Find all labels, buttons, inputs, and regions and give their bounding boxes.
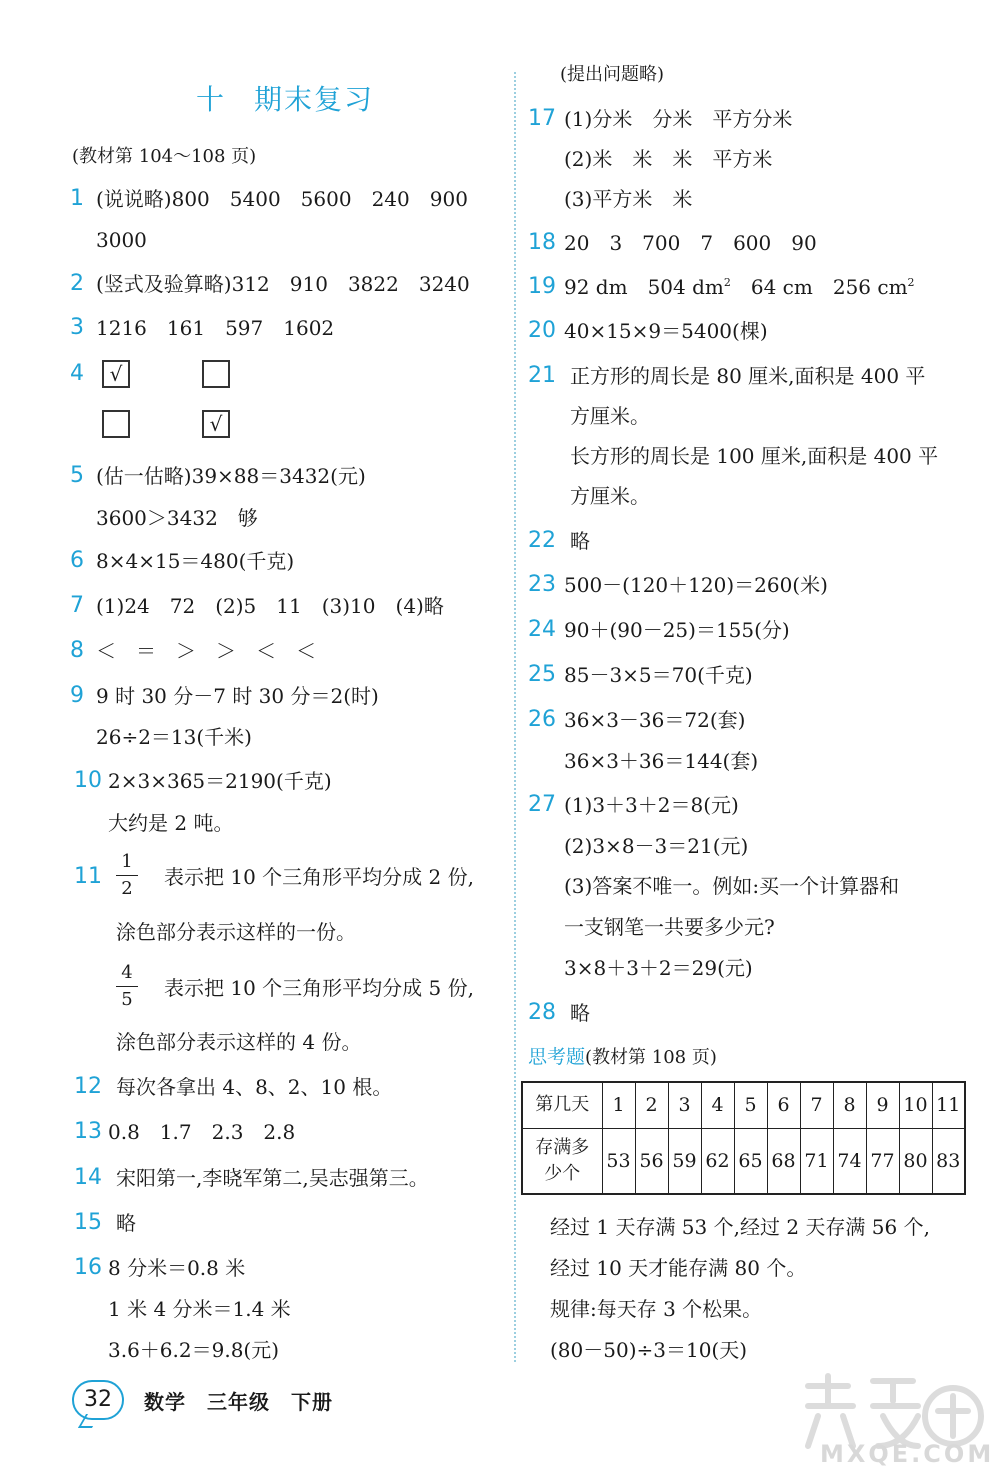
thinking-question-label: 思考题 (528, 1046, 586, 1068)
fraction-denominator: 2 (121, 878, 133, 899)
answer-9-line-2: 26÷2＝13(千米) (96, 725, 252, 749)
question-number-18: 18 (528, 230, 556, 255)
question-number-2: 2 (70, 271, 84, 296)
answer-21-line-4: 方厘米。 (570, 484, 650, 508)
answer-19-line-1 (564, 274, 915, 300)
question-number-28: 28 (528, 1000, 556, 1025)
question-number-24: 24 (528, 617, 556, 642)
answer-2-line-1: (竖式及验算略)312 910 3822 3240 (96, 272, 470, 296)
fraction-numerator: 1 (121, 851, 133, 872)
answer-7-line-1: (1)24 72 (2)5 11 (3)10 (4)略 (96, 594, 444, 618)
fraction-numerator: 4 (121, 962, 133, 983)
table-cell-day: 1 (602, 1082, 635, 1128)
answer-21-line-3: 长方形的周长是 100 厘米,面积是 400 平 (570, 444, 939, 468)
conclusion-line-4: (80－50)÷3＝10(天) (550, 1338, 748, 1362)
checkbox-checked: √ (102, 360, 130, 388)
table-cell-count: 56 (635, 1128, 668, 1194)
answer-25-line-1: 85－3×5＝70(千克) (564, 663, 753, 687)
column-divider (514, 72, 516, 1362)
table-cell-count: 62 (701, 1128, 734, 1194)
question-number-10: 10 (74, 768, 102, 793)
table-cell-day: 9 (866, 1082, 899, 1128)
table-cell-count: 71 (800, 1128, 833, 1194)
question-number-4: 4 (70, 361, 84, 386)
answer-27-line-1: (1)3＋3＋2＝8(元) (564, 793, 739, 817)
table-cell-count: 83 (932, 1128, 965, 1194)
watermark-text: MXQE.COM (820, 1440, 995, 1468)
question-number-14: 14 (74, 1165, 102, 1190)
superscript-2: 2 (907, 276, 915, 289)
question-number-27: 27 (528, 792, 556, 817)
pine-cone-table (521, 1081, 966, 1195)
conclusion-line-3: 规律:每天存 3 个松果。 (550, 1297, 763, 1321)
answer-28-line-1: 略 (570, 1001, 590, 1025)
answer-8-line-1: ＜ ＝ ＞ ＞ ＜ ＜ (96, 639, 316, 663)
thinking-question-reference: (教材第 108 页) (585, 1047, 717, 1068)
table-cell-day: 11 (932, 1082, 965, 1128)
question-number-13: 13 (74, 1119, 102, 1144)
answer-5-line-2: 3600＞3432 够 (96, 506, 258, 530)
answer-24-line-1: 90＋(90－25)＝155(分) (564, 618, 790, 642)
answer-21-line-1: 正方形的周长是 80 厘米,面积是 400 平 (570, 364, 926, 388)
table-cell-count: 80 (899, 1128, 932, 1194)
answer-19-part-a: 92 dm 504 dm (564, 275, 724, 299)
answer-21-line-2: 方厘米。 (570, 404, 650, 428)
question-number-11: 11 (74, 864, 102, 889)
question-number-8: 8 (70, 638, 84, 663)
conclusion-line-1: 经过 1 天存满 53 个,经过 2 天存满 56 个, (550, 1215, 930, 1239)
question-number-12: 12 (74, 1074, 102, 1099)
table-cell-count: 74 (833, 1128, 866, 1194)
fraction-four-fifths (116, 963, 138, 1010)
fraction-one-half (116, 852, 138, 899)
book-info: 数学 三年级 下册 (144, 1390, 333, 1414)
answer-9-line-1: 9 时 30 分－7 时 30 分＝2(时) (96, 684, 379, 708)
continued-note: (提出问题略) (560, 64, 665, 85)
question-number-23: 23 (528, 572, 556, 597)
answer-1-line-1: (说说略)800 5400 5600 240 900 (96, 187, 468, 211)
answer-16-line-1: 8 分米＝0.8 米 (108, 1256, 246, 1280)
table-cell-count: 59 (668, 1128, 701, 1194)
question-number-1: 1 (70, 186, 84, 211)
answer-11-line-4: 涂色部分表示这样的 4 份。 (116, 1030, 362, 1054)
answer-11-line-2: 涂色部分表示这样的一份。 (116, 920, 356, 944)
answer-11-line-3: 表示把 10 个三角形平均分成 5 份, (164, 976, 474, 1000)
table-cell-day: 10 (899, 1082, 932, 1128)
table-cell-day: 3 (668, 1082, 701, 1128)
answer-23-line-1: 500－(120＋120)＝260(米) (564, 573, 828, 597)
table-header-day: 第几天 (522, 1082, 602, 1128)
table-cell-count: 53 (602, 1128, 635, 1194)
table-cell-day: 5 (734, 1082, 767, 1128)
answer-6-line-1: 8×4×15＝480(千克) (96, 549, 295, 573)
checkbox-empty (202, 360, 230, 388)
answer-12-line-1: 每次各拿出 4、8、2、10 根。 (116, 1075, 393, 1099)
answer-11-line-1: 表示把 10 个三角形平均分成 2 份, (164, 865, 474, 889)
section-title (196, 78, 374, 118)
section-title-text: 期末复习 (254, 83, 375, 116)
answer-18-line-1: 20 3 700 7 600 90 (564, 231, 817, 255)
fraction-denominator: 5 (121, 989, 133, 1010)
question-number-26: 26 (528, 707, 556, 732)
answer-16-line-3: 3.6＋6.2＝9.8(元) (108, 1338, 280, 1362)
answer-27-line-2: (2)3×8－3＝21(元) (564, 834, 749, 858)
question-number-20: 20 (528, 318, 556, 343)
table-cell-count: 77 (866, 1128, 899, 1194)
table-cell-day: 7 (800, 1082, 833, 1128)
question-number-9: 9 (70, 683, 84, 708)
question-number-17: 17 (528, 106, 556, 131)
superscript-2: 2 (723, 276, 731, 289)
answer-17-line-2: (2)米 米 米 平方米 (564, 147, 773, 171)
answer-17-line-1: (1)分米 分米 平方分米 (564, 107, 793, 131)
answer-10-line-2: 大约是 2 吨。 (108, 811, 234, 835)
question-number-6: 6 (70, 548, 84, 573)
answer-5-line-1: (估一估略)39×88＝3432(元) (96, 464, 366, 488)
answer-27-line-3: (3)答案不唯一。例如:买一个计算器和 (564, 874, 900, 898)
table-row-days (522, 1082, 965, 1128)
checkbox-checked: √ (202, 410, 230, 438)
textbook-reference: (教材第 104～108 页) (72, 146, 257, 167)
table-cell-day: 8 (833, 1082, 866, 1128)
header-count-part-2: 少个 (544, 1162, 581, 1184)
question-number-3: 3 (70, 315, 84, 340)
question-number-21: 21 (528, 363, 556, 388)
table-cell-count: 68 (767, 1128, 800, 1194)
conclusion-line-2: 经过 10 天才能存满 80 个。 (550, 1256, 807, 1280)
header-count-part-1: 存满多 (535, 1136, 590, 1158)
question-number-7: 7 (70, 593, 84, 618)
answer-10-line-1: 2×3×365＝2190(千克) (108, 769, 332, 793)
thinking-question-header (528, 1042, 717, 1069)
table-cell-day: 4 (701, 1082, 734, 1128)
answer-15-line-1: 略 (116, 1211, 136, 1235)
answer-26-line-1: 36×3－36＝72(套) (564, 708, 746, 732)
checkbox-empty (102, 410, 130, 438)
section-number: 十 (196, 83, 227, 116)
question-number-15: 15 (74, 1210, 102, 1235)
question-number-19: 19 (528, 274, 556, 299)
question-number-22: 22 (528, 528, 556, 553)
answer-27-line-5: 3×8＋3＋2＝29(元) (564, 956, 753, 980)
question-number-5: 5 (70, 463, 84, 488)
answer-27-line-4: 一支钢笔一共要多少元? (564, 915, 775, 939)
table-row-counts (522, 1128, 965, 1194)
answer-3-line-1: 1216 161 597 1602 (96, 316, 335, 340)
table-header-count (522, 1128, 602, 1194)
table-cell-day: 2 (635, 1082, 668, 1128)
answer-13-line-1: 0.8 1.7 2.3 2.8 (108, 1120, 296, 1144)
table-cell-count: 65 (734, 1128, 767, 1194)
question-number-16: 16 (74, 1255, 102, 1280)
answer-1-line-2: 3000 (96, 228, 147, 252)
question-number-25: 25 (528, 662, 556, 687)
answer-14-line-1: 宋阳第一,李晓军第二,吴志强第三。 (116, 1166, 429, 1190)
answer-19-part-b: 64 cm 256 cm (730, 275, 908, 299)
answer-26-line-2: 36×3＋36＝144(套) (564, 749, 759, 773)
page-number: 32 (72, 1380, 124, 1420)
answer-22-line-1: 略 (570, 529, 590, 553)
answer-16-line-2: 1 米 4 分米＝1.4 米 (108, 1297, 291, 1321)
table-cell-day: 6 (767, 1082, 800, 1128)
answer-20-line-1: 40×15×9＝5400(棵) (564, 319, 768, 343)
answer-17-line-3: (3)平方米 米 (564, 187, 693, 211)
